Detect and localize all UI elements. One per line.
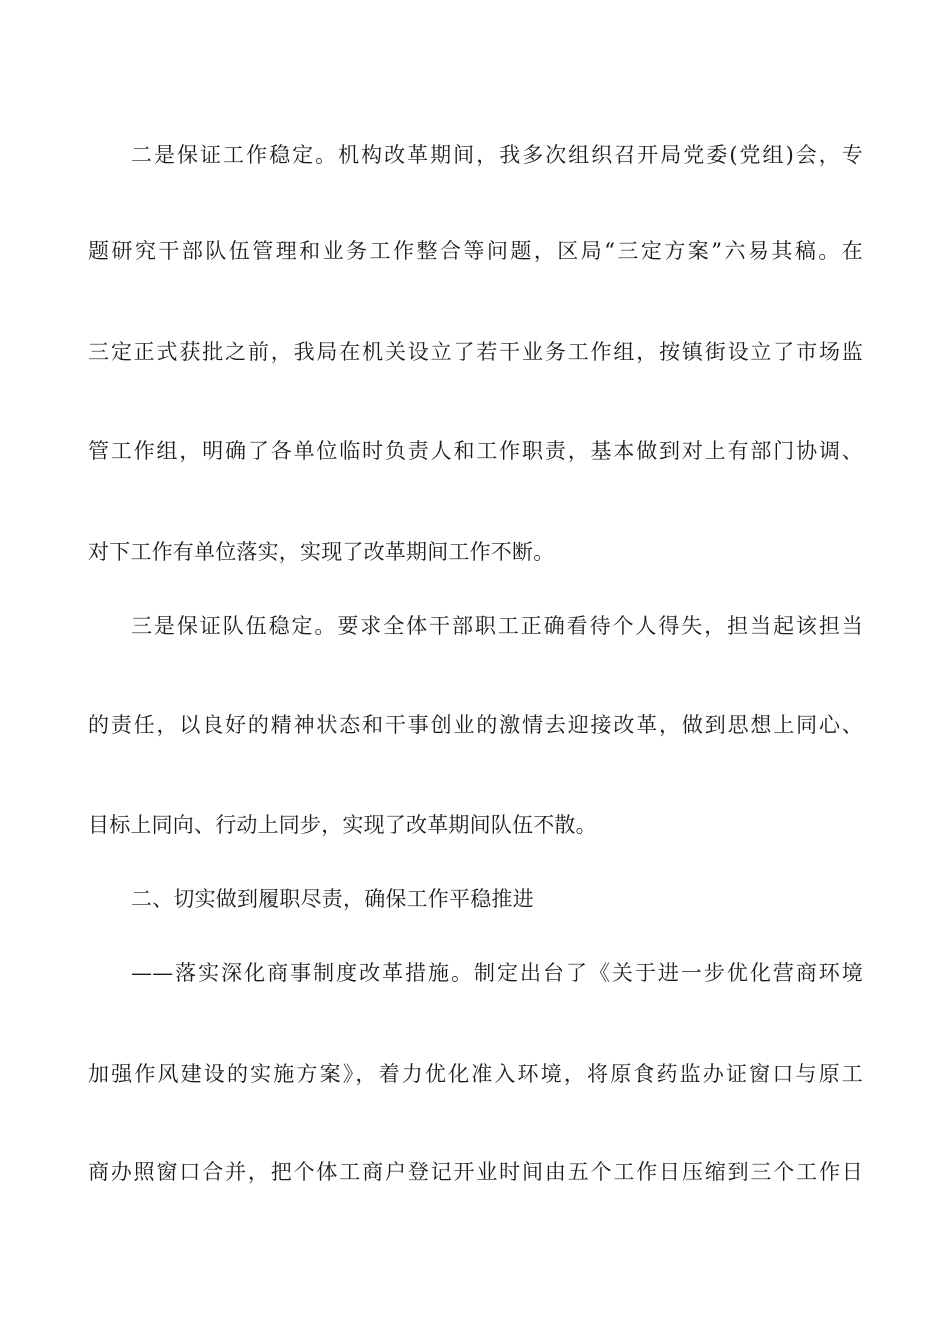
- paragraph-line: 二是保证工作稳定。机构改革期间，我多次组织召开局党委(党组)会，专: [131, 143, 863, 167]
- paragraph-line: 对下工作有单位落实，实现了改革期间工作不断。: [88, 540, 555, 564]
- paragraph-line: 的责任，以良好的精神状态和干事创业的激情去迎接改革，做到思想上同心、: [88, 713, 863, 737]
- paragraph-line: 题研究干部队伍管理和业务工作整合等问题，区局“三定方案”六易其稿。在: [88, 239, 863, 263]
- paragraph-line: 商办照窗口合并，把个体工商户登记开业时间由五个工作日压缩到三个工作日: [88, 1160, 863, 1184]
- paragraph-line: 加强作风建设的实施方案》，着力优化准入环境，将原食药监办证窗口与原工: [88, 1062, 863, 1086]
- paragraph-line: 三是保证队伍稳定。要求全体干部职工正确看待个人得失，担当起该担当: [131, 614, 863, 638]
- paragraph-line: 目标上同向、行动上同步，实现了改革期间队伍不散。: [88, 813, 597, 837]
- section-heading: 二、切实做到履职尽责，确保工作平稳推进: [131, 887, 534, 911]
- paragraph-line: 三定正式获批之前，我局在机关设立了若干业务工作组，按镇街设立了市场监: [88, 340, 863, 364]
- paragraph-line: 管工作组，明确了各单位临时负责人和工作职责，基本做到对上有部门协调、: [88, 439, 863, 463]
- paragraph-line: ——落实深化商事制度改革措施。制定出台了《关于进一步优化营商环境: [131, 961, 863, 985]
